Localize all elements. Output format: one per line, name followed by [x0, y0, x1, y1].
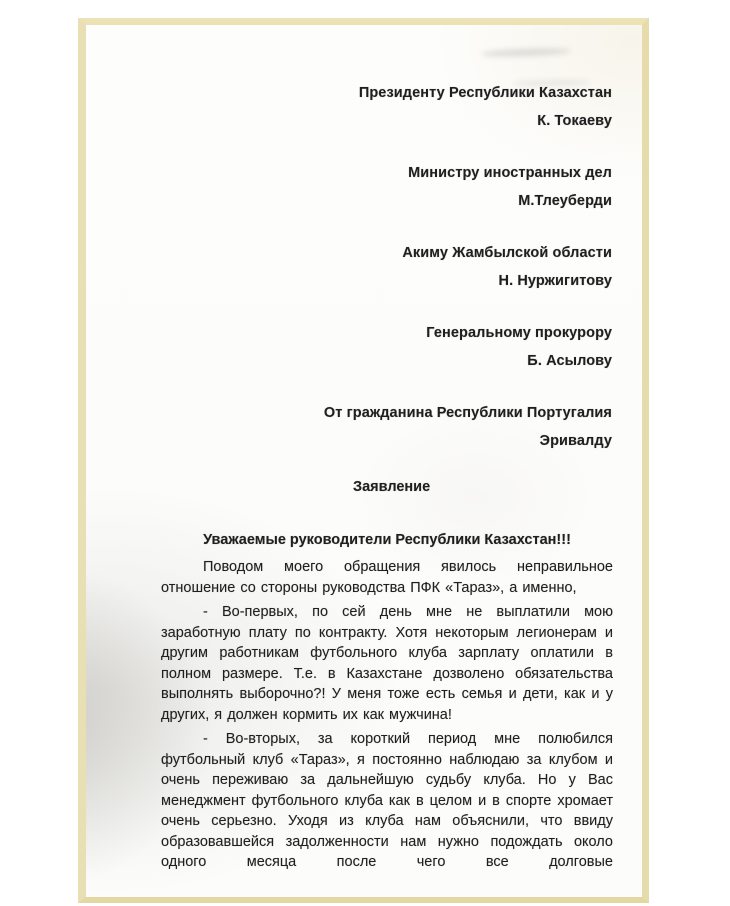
- addressee-role: Президенту Республики Казахстан: [358, 85, 612, 101]
- salutation-heading: Уважаемые руководители Республики Казахстан!!!: [203, 532, 571, 548]
- letter-body: [161, 557, 613, 877]
- addressee-block: [324, 319, 612, 375]
- body-paragraph: - Во-вторых, за короткий период мне полюбился футбольный клуб «Тараз», я постоянно наблюдаю за клубом и очень переживаю за дальнейшую судьбу клуба. Но у Вас менеджмент футбольного клуба как в целом и в спорте хромает очень серьезно. Уходя из клуба нам объяснили, что ввиду образовавшейся задолженности нам нужно подождать около одного месяца после чего все долговые: [161, 731, 613, 870]
- ink-bleed-smudge: [481, 47, 571, 57]
- addressee-role: Министру иностранных дел: [408, 165, 612, 181]
- addressee-block: [324, 239, 612, 295]
- addressee-role: От гражданина Республики Португалия: [323, 405, 612, 421]
- document-page: [78, 18, 649, 903]
- addressee-block: [324, 159, 612, 215]
- addressee-name: Н. Нуржигитову: [498, 273, 612, 289]
- addressee-role: Акиму Жамбылской области: [402, 245, 612, 261]
- addressee-name: Эривалду: [539, 433, 612, 449]
- addressee-block: [324, 399, 612, 455]
- addressee-name: К. Токаеву: [537, 113, 612, 129]
- addressee-name: М.Тлеуберди: [518, 193, 612, 209]
- body-paragraph: - Во-первых, по сей день мне не выплатили мою заработную плату по контракту. Хотя некоторым легионерам и другим работникам футбольного клуба зарплату оплатили в полном размере. Т.е. в Казахстане дозволено обязательства выполнять выборочно?! У меня тоже есть семья и дети, как и у других, я должен кормить их как мужчина!: [161, 604, 613, 723]
- addressee-name: Б. Асылову: [527, 353, 612, 369]
- addressee-list: [324, 79, 612, 479]
- addressee-block: [324, 79, 612, 135]
- body-paragraph: Поводом моего обращения явилось неправильное отношение со стороны руководства ПФК «Тараз», а именно,: [161, 559, 613, 596]
- addressee-role: Генеральному прокурору: [426, 325, 612, 341]
- statement-title: Заявление: [353, 479, 431, 495]
